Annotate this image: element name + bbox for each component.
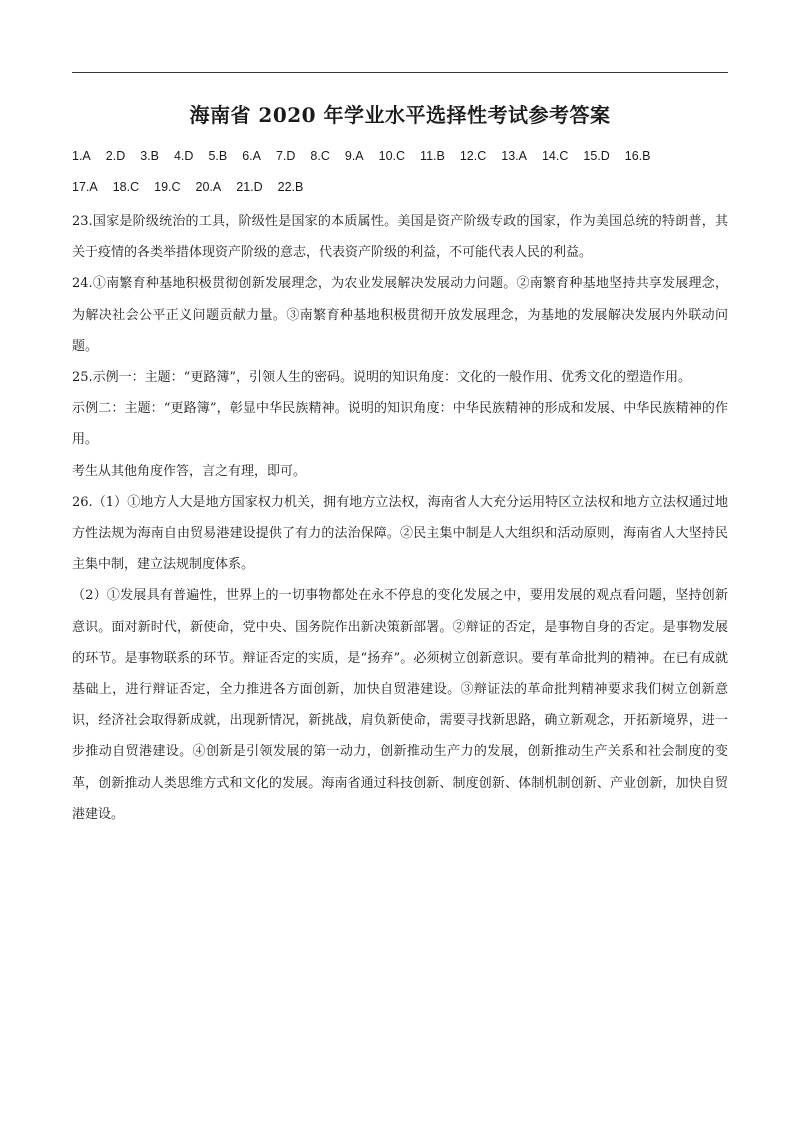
answer-item: 15.D [583, 149, 610, 163]
answer-25-example-2: 示例二：主题：“更路簿”，彰显中华民族精神。说明的知识角度：中华民族精神的形成和发展、中华民族精神的作用。 [72, 401, 728, 448]
answer-body [72, 206, 728, 830]
answer-23: 23.国家是阶级统治的工具，阶级性是国家的本质属性。美国是资产阶级专政的国家，作为美国总统的特朗普，其关于疫情的各类举措体现资产阶级的意志，代表资产阶级的利益，不可能代表人民的利益。 [72, 214, 728, 261]
answer-item: 6.A [242, 149, 261, 163]
answer-item: 10.C [378, 149, 406, 163]
document-title: 海南省 2020 年学业水平选择性考试参考答案 [189, 103, 611, 127]
answer-item: 12.C [459, 149, 487, 163]
answer-25-example-1: 25.示例一：主题：“更路簿”，引领人生的密码。说明的知识角度：文化的一般作用、优秀文化的塑造作用。 [72, 370, 691, 386]
answer-item: 14.C [541, 149, 569, 163]
answer-26-part-1: 26.（1）①地方人大是地方国家权力机关，拥有地方立法权，海南省人大充分运用特区立法权和地方立法权通过地方性法规为海南自由贸易港建设提供了有力的法治保障。②民主集中制是人大组织和活动原则，海南省人大坚持民主集中制，建立法规制度体系。 [72, 494, 728, 573]
answer-item: 17.A [72, 180, 98, 194]
answer-item: 20.A [195, 180, 222, 194]
answer-item: 11.B [420, 149, 445, 163]
answer-item: 9.A [344, 149, 364, 163]
answer-25-note: 考生从其他角度作答，言之有理，即可。 [72, 463, 307, 479]
answer-item: 19.C [154, 180, 181, 194]
answer-item: 13.A [501, 149, 527, 163]
answer-item: 1.A [72, 149, 91, 163]
answer-item: 21.D [236, 180, 263, 194]
answer-item: 22.B [277, 180, 304, 194]
answer-26-part-2: （2）①发展具有普遍性，世界上的一切事物都处在永不停息的变化发展之中，要用发展的观点看问题，坚持创新意识。面对新时代，新使命，党中央、国务院作出新决策新部署。②辩证的否定，是事物自身的否定。是事物发展的环节。是事物联系的环节。辩证否定的实质，是“扬弃”。必须树立创新意识。要有革命批判的精神。在已有成就基础上，进行辩证否定，全力推进各方面创新，加快自贸港建设。③辩证法的革命批判精神要求我们树立创新意识，经济社会取得新成就，出现新情况，新挑战，肩负新使命，需要寻找新思路，确立新观念，开拓新境界，进一步推动自贸港建设。④创新是引领发展的第一动力，创新推动生产力的发展，创新推动生产关系和社会制度的变革，创新推动人类思维方式和文化的发展。海南省通过科技创新、制度创新、体制机制创新、产业创新，加快自贸港建设。 [72, 588, 728, 822]
answer-item: 3.B [140, 149, 159, 163]
answer-item: 5.B [208, 149, 228, 163]
header-rule [72, 72, 728, 73]
answer-item: 2.D [105, 149, 126, 163]
answer-24: 24.①南繁育种基地积极贯彻创新发展理念，为农业发展解决发展动力问题。②南繁育种基地坚持共享发展理念，为解决社会公平正义问题贡献力量。③南繁育种基地积极贯彻开放发展理念，为基地的发展解决发展内外联动问题。 [72, 276, 728, 354]
answer-key-row-2 [72, 177, 728, 197]
answer-item: 4.D [173, 149, 194, 163]
answer-item: 7.D [275, 149, 296, 163]
answer-key-row-1 [72, 146, 728, 166]
answer-item: 18.C [112, 180, 140, 194]
answer-item: 8.C [310, 149, 330, 163]
answer-item: 16.B [624, 149, 651, 163]
